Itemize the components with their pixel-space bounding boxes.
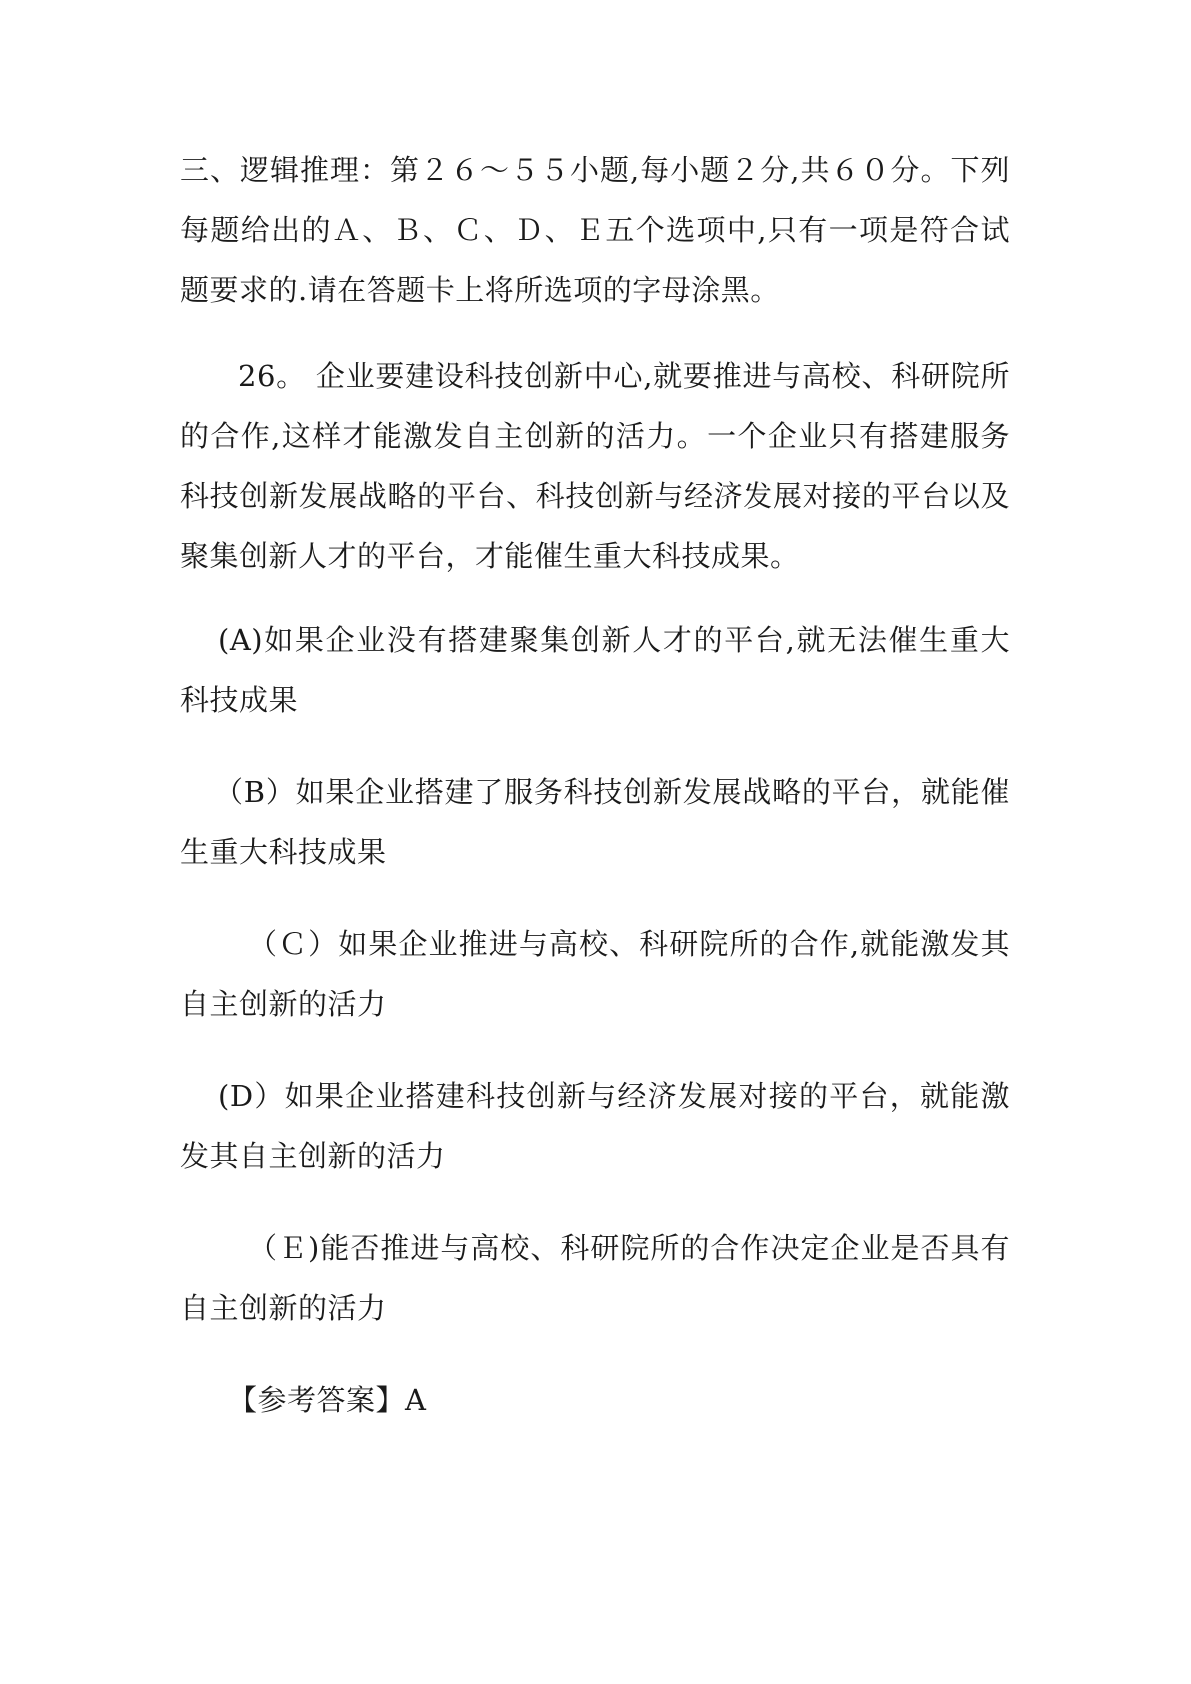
question-stem: 26。 企业要建设科技创新中心,就要推进与高校、科研院所的合作,这样才能激发自主创新的活力。一个企业只有搭建服务科技创新发展战略的平台、科技创新与经济发展对接的平台以及聚集创新人才的平台，才能催生重大科技成果。 (180, 359, 1010, 573)
reference-answer: 【参考答案】A (228, 1383, 427, 1417)
option-e: （Ｅ)能否推进与高校、科研院所的合作决定企业是否具有自主创新的活力 (180, 1231, 1010, 1325)
section-instructions: 三、逻辑推理：第２６～５５小题,每小题２分,共６０分。下列每题给出的Ａ、Ｂ、Ｃ、Ｄ、Ｅ五个选项中,只有一项是符合试题要求的.请在答题卡上将所选项的字母涂黑。 (180, 153, 1010, 307)
option-c: （Ｃ）如果企业推进与高校、科研院所的合作,就能激发其自主创新的活力 (180, 927, 1010, 1021)
document-page (180, 140, 1010, 1430)
option-a: (A)如果企业没有搭建聚集创新人才的平台,就无法催生重大科技成果 (180, 623, 1010, 717)
option-b: （B）如果企业搭建了服务科技创新发展战略的平台，就能催生重大科技成果 (180, 775, 1010, 869)
option-d: (D）如果企业搭建科技创新与经济发展对接的平台，就能激发其自主创新的活力 (180, 1079, 1010, 1173)
